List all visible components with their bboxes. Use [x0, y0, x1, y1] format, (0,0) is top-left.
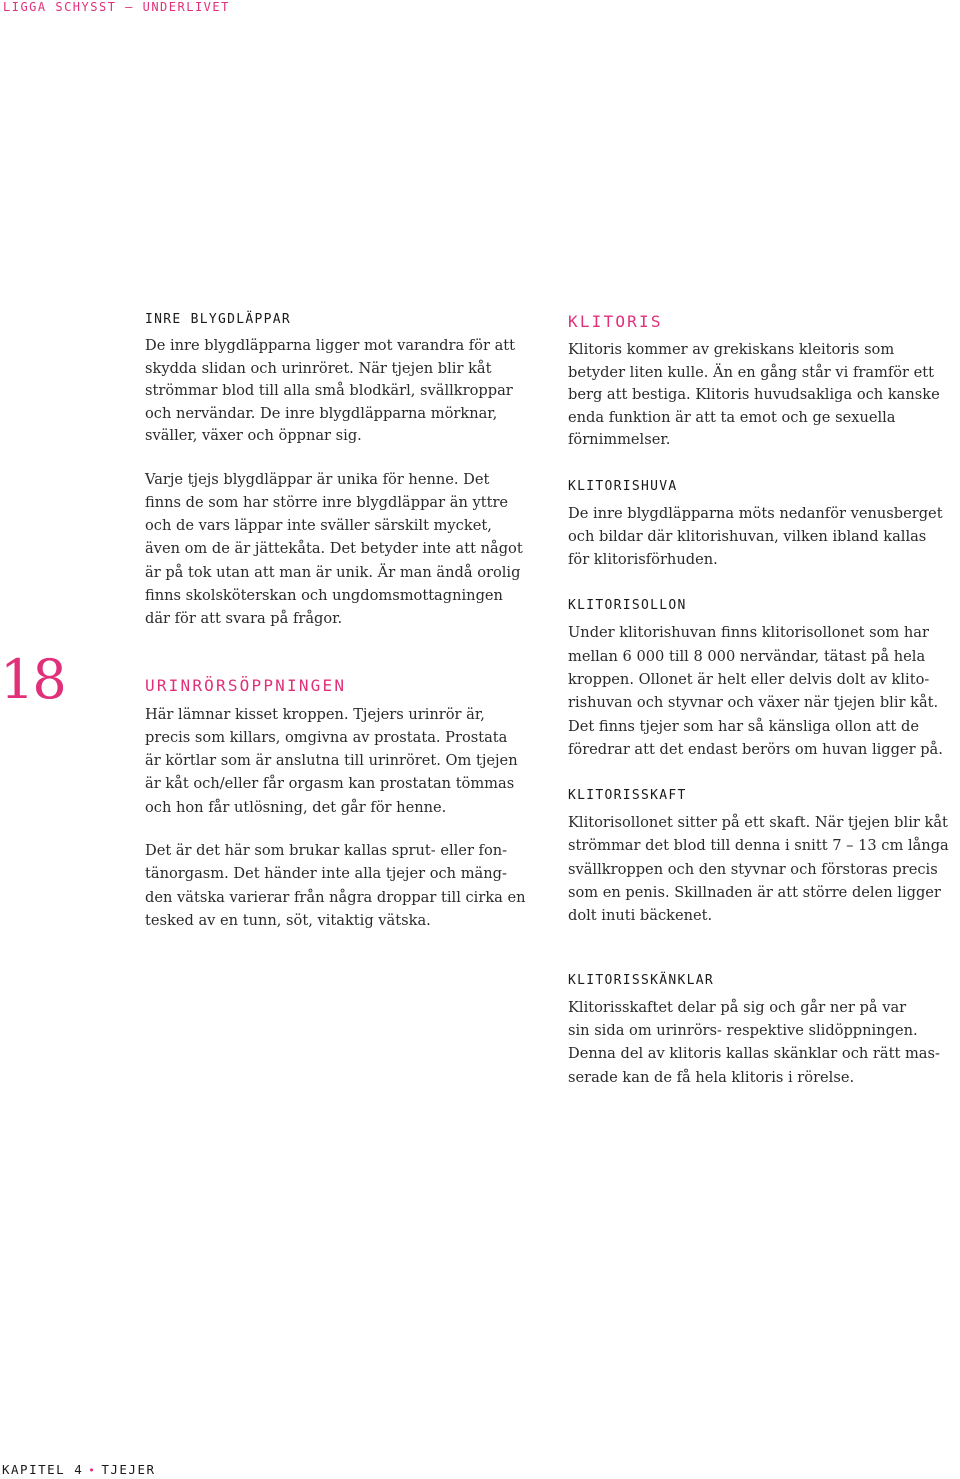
text-line: för klitorisförhuden. [568, 551, 718, 569]
text-line: strömmar det blod till denna i snitt 7 – 13 cm långa [568, 837, 949, 855]
text-line: är kåt och/eller får orgasm kan prostatan tömmas [145, 775, 515, 793]
paragraph-klitoris [568, 339, 960, 452]
text-line: skydda slidan och urinröret. När tjejen blir kåt [145, 359, 492, 377]
text-line: serade kan de få hela klitoris i rörelse. [568, 1068, 855, 1086]
running-head: LIGGA SCHYSST – UNDERLIVET [3, 0, 230, 14]
text-line: Klitoris kommer av grekiskans kleitoris som [568, 341, 895, 358]
text-line: förnimmelser. [568, 431, 671, 448]
text-line: Denna del av klitoris kallas skänklar och rätt mas- [568, 1045, 940, 1063]
text-line: finns de som har större inre blygdläppar än yttre [145, 493, 509, 511]
text-line: mellan 6 000 till 8 000 nervändar, tätast på hela [568, 647, 926, 665]
text-line: berg att bestiga. Klitoris huvudsakliga och kanske [568, 386, 940, 403]
text-line: strömmar blod till alla små blodkärl, svällkroppar [145, 382, 513, 399]
text-line: Varje tjejs blygdläppar är unika för henne. Det [145, 470, 490, 488]
text-line: Det är det här som brukar kallas sprut- eller fon- [145, 842, 508, 860]
text-line: och nervändar. De inre blygdläpparna mörknar, [145, 404, 498, 422]
text-line: tänorgasm. Det händer inte alla tjejer och mäng- [145, 865, 507, 883]
text-line: rishuvan och styvnar och växer när tjejen blir kåt. [568, 694, 939, 712]
heading-klitorisollon: KLITORISOLLON [568, 598, 687, 614]
text-line: Under klitorishuvan finns klitorisollonet som har [568, 624, 929, 642]
page-number: 18 [0, 648, 65, 711]
text-line: Klitorisskaftet delar på sig och går ner på var [568, 998, 907, 1016]
text-line: sin sida om urinrörs- respektive slidöppningen. [568, 1021, 918, 1039]
text-line: och de vars läppar inte sväller särskilt mycket, [145, 517, 492, 535]
text-line: precis som killars, omgivna av prostata. Prostata [145, 728, 508, 746]
text-line: dolt inuti bäckenet. [568, 907, 713, 925]
paragraph-inre-blygdlappar [145, 335, 537, 448]
paragraph-klitorishuva [568, 502, 960, 572]
text-line: är på tok utan att man är unik. Är man ändå orolig [145, 563, 521, 581]
text-line: kroppen. Ollonet är helt eller delvis dolt av klito- [568, 670, 930, 688]
footer-chapter: KAPITEL 4 [2, 1462, 84, 1477]
paragraph-urinrorsoppningen [145, 703, 537, 819]
text-line: den vätska varierar från några droppar till cirka en [145, 888, 526, 906]
heading-klitoris: KLITORIS [568, 312, 663, 331]
text-line: där för att svara på frågor. [145, 610, 343, 628]
text-line: tesked av en tunn, söt, vitaktig vätska. [145, 911, 431, 929]
text-line: betyder liten kulle. Än en gång står vi framför ett [568, 363, 935, 381]
text-line: föredrar att det endast berörs om huvan ligger på. [568, 740, 943, 758]
text-line: De inre blygdläpparna ligger mot varandra för att [145, 337, 516, 354]
heading-klitorisskanklar: KLITORISSKÄNKLAR [568, 972, 715, 988]
footer-section: TJEJER [101, 1462, 156, 1477]
text-line: Det finns tjejer som har så känsliga ollon att de [568, 717, 920, 735]
text-line: och bildar där klitorishuvan, vilken ibland kallas [568, 527, 927, 545]
text-line: De inre blygdläpparna möts nedanför venusberget [568, 504, 943, 522]
text-line: som en penis. Skillnaden är att större delen ligger [568, 884, 941, 902]
text-line: och hon får utlösning, det går för henne. [145, 798, 447, 816]
text-line: finns skolsköterskan och ungdomsmottagningen [145, 586, 503, 604]
text-line: svällkroppen och den styvnar och förstoras precis [568, 860, 938, 878]
text-line: Klitorisollonet sitter på ett skaft. När tjejen blir kåt [568, 814, 948, 832]
heading-urinrorsoppningen: URINRÖRSÖPPNINGEN [145, 675, 347, 695]
paragraph-klitorisollon [568, 621, 960, 761]
text-line: även om de är jättekåta. Det betyder inte att något [145, 540, 523, 558]
left-column [145, 311, 537, 932]
text-line: sväller, växer och öppnar sig. [145, 427, 362, 444]
heading-klitorisskaft: KLITORISSKAFT [568, 788, 687, 804]
footer [2, 1462, 156, 1477]
text-line: är körtlar som är anslutna till urinröret. Om tjejen [145, 752, 518, 770]
paragraph-sprutorgasm [145, 839, 537, 932]
paragraph-klitorisskaft [568, 811, 960, 927]
heading-inre-blygdlappar: INRE BLYGDLÄPPAR [145, 312, 292, 327]
text-line: enda funktion är att ta emot och ge sexuella [568, 408, 896, 426]
right-column [568, 311, 960, 1089]
heading-klitorishuva: KLITORISHUVA [568, 478, 678, 494]
paragraph-klitorisskanklar [568, 996, 960, 1089]
bullet-separator: • [88, 1464, 97, 1477]
text-line: Här lämnar kisset kroppen. Tjejers urinrör är, [145, 705, 485, 723]
paragraph-unika [145, 468, 537, 631]
